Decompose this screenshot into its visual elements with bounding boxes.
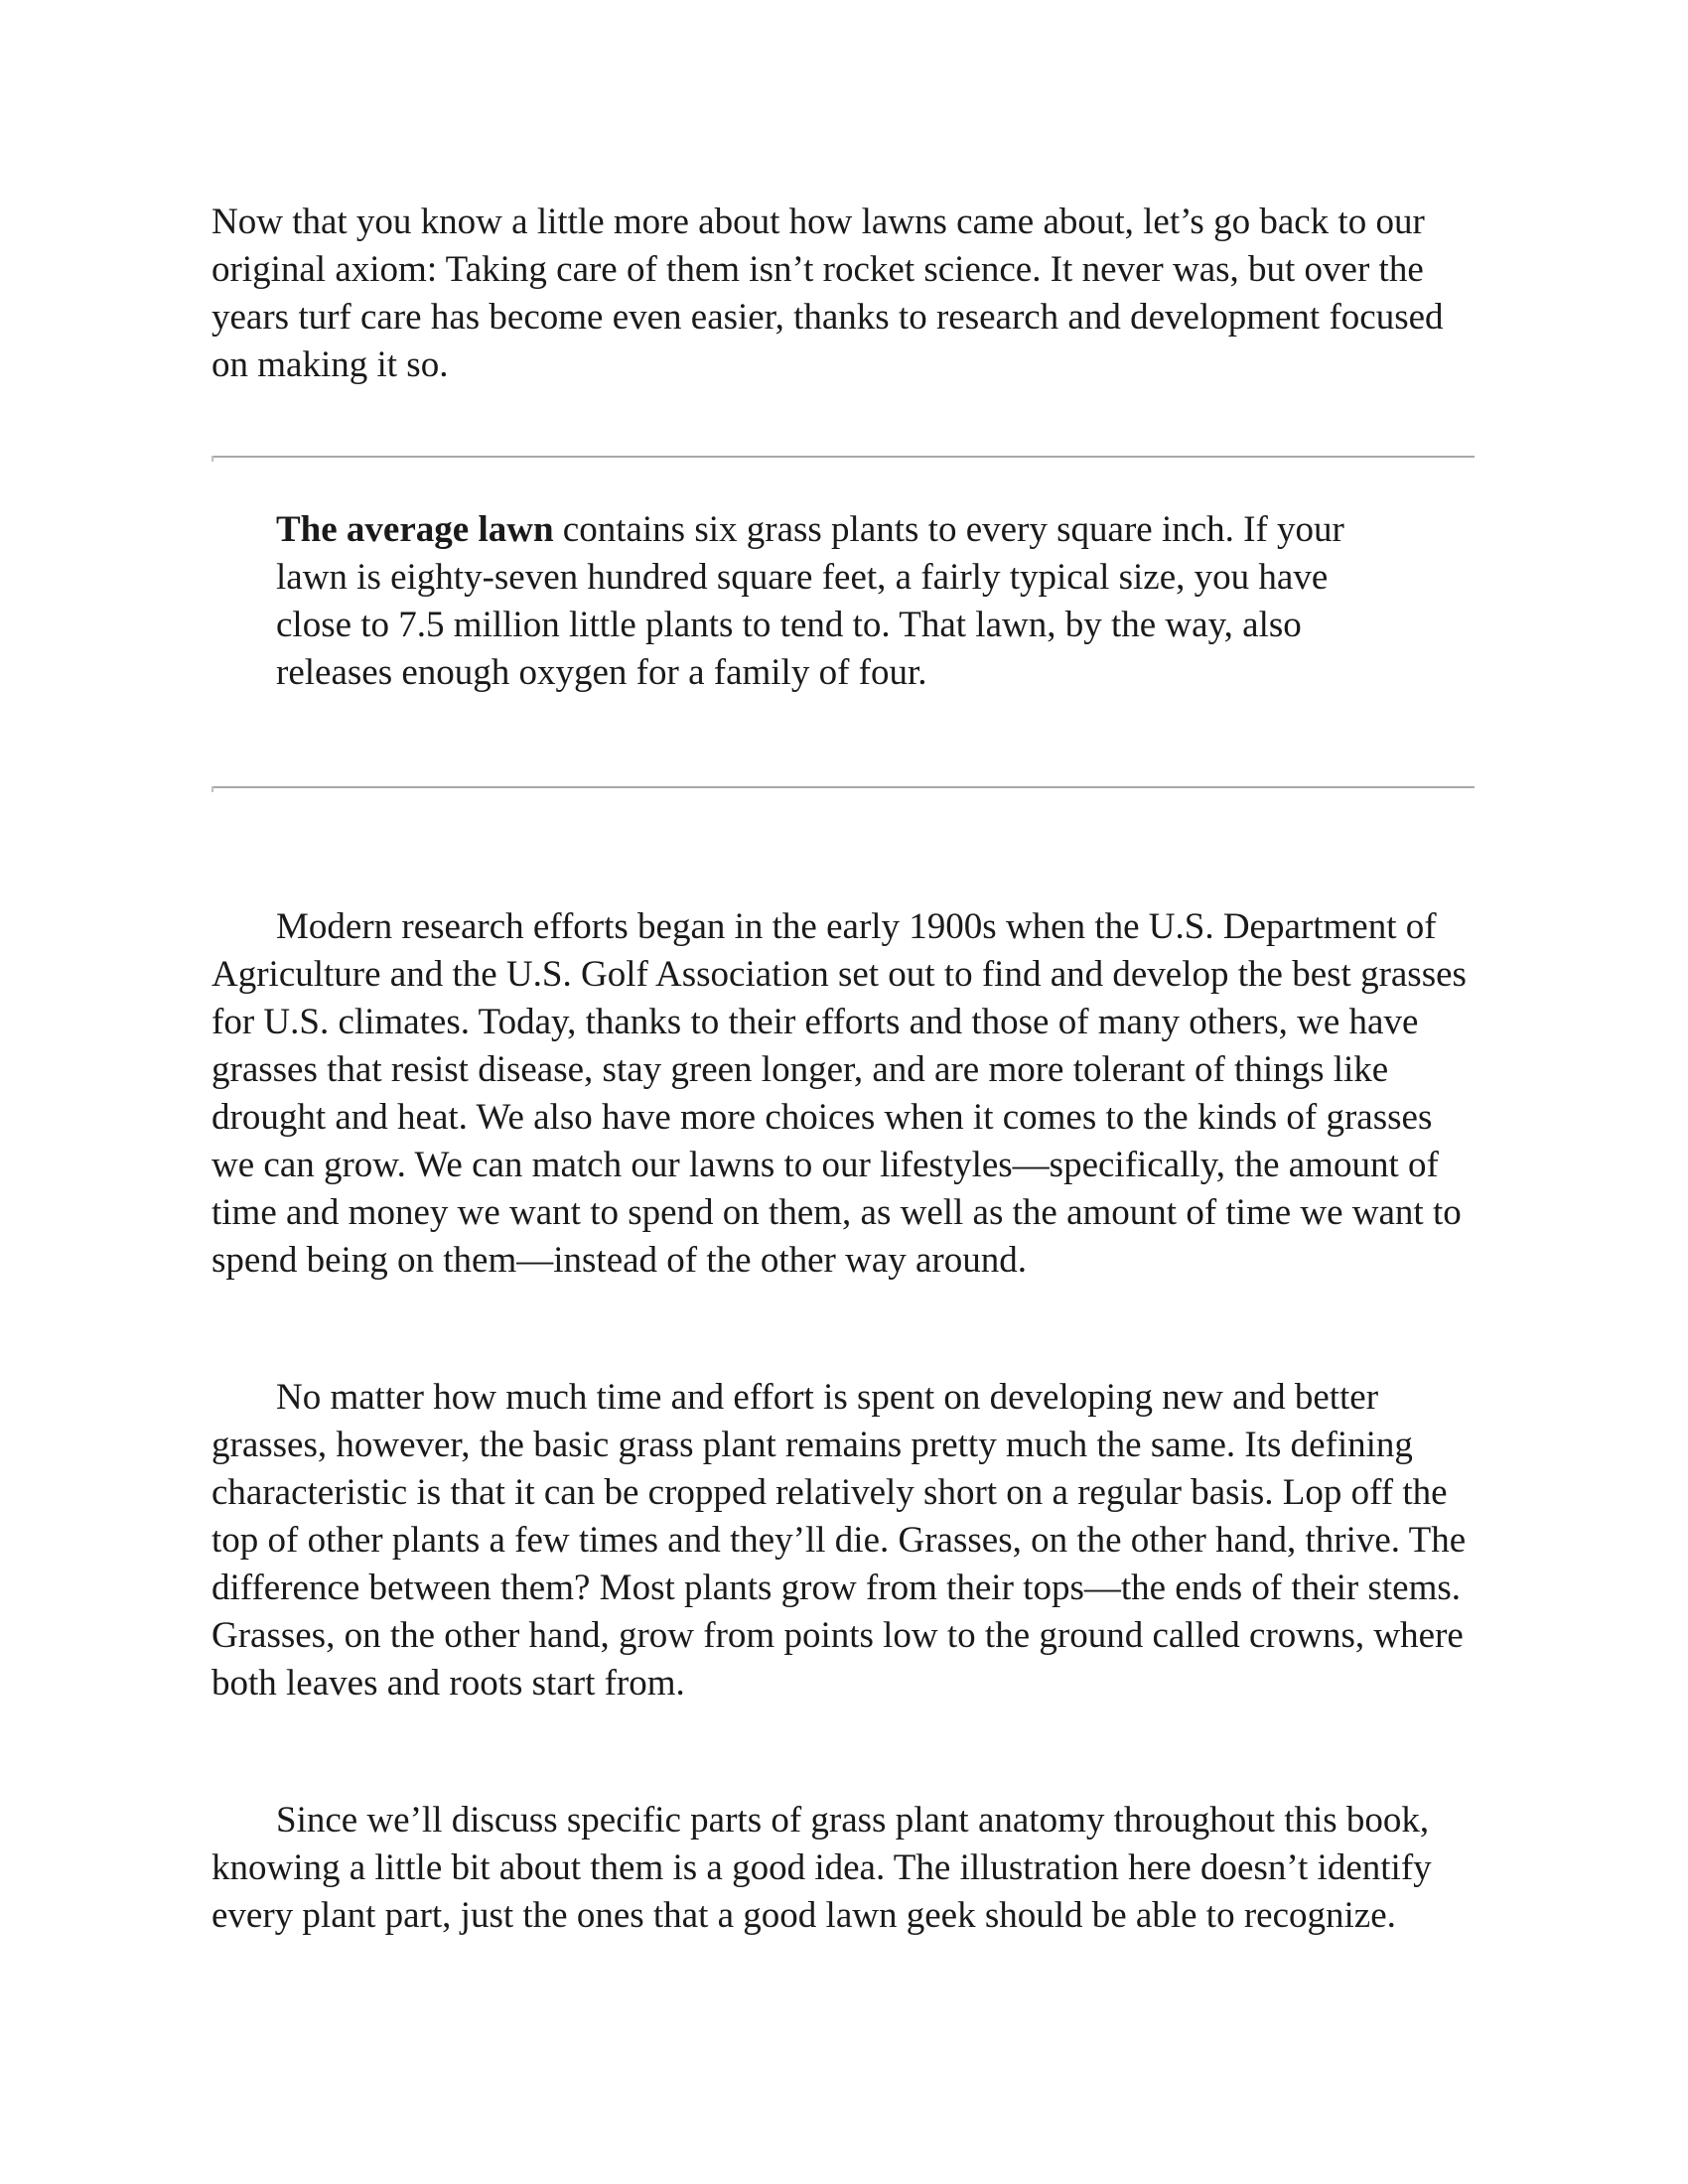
body-paragraph-research: Modern research efforts began in the early 1900s when the U.S. Department of Agriculture and the U.S. Golf Association set out to find and develop the best grasses for U.S. climates. Today, thanks to their efforts and those of many others, we have grasses that resist disease, stay green longer, and are more tolerant of things like drought and heat. We also have more choices when it comes to the kinds of grasses we can grow. We can match our lawns to our lifestyles—specifically, the amount of time and money we want to spend on them, as well as the amount of time we want to spend being on them—instead of the other way around. [211,906,1467,1281]
sidebar-note [276,506,1388,697]
sidebar-text: contains six grass plants to every square inch. If your lawn is eighty-seven hundred square feet, a fairly typical size, you have close to 7.5 million little plants to tend to. That lawn, by the way, also releases enough oxygen for a family of four. [276,509,1344,693]
sidebar-bottom-rule [211,786,1475,788]
sidebar-top-rule [211,456,1475,458]
sidebar-lead: The average lawn [276,509,554,550]
body-paragraph-grass-growth: No matter how much time and effort is spent on developing new and better grasses, however, the basic grass plant remains pretty much the same. Its defining characteristic is that it can be cropped relatively short on a regular basis. Lop off the top of other plants a few times and they’ll die. Grasses, on the other hand, thrive. The difference between them? Most plants grow from their tops—the ends of their stems. Grasses, on the other hand, grow from points low to the ground called crowns, where both leaves and roots start from. [211,1377,1467,1704]
intro-paragraph: Now that you know a little more about how lawns came about, let’s go back to our original axiom: Taking care of them isn’t rocket science. It never was, but over the years turf care has become even easier, thanks to research and development focused on making it so. [211,202,1444,385]
body-paragraph-anatomy: Since we’ll discuss specific parts of grass plant anatomy throughout this book, knowing a little bit about them is a good idea. The illustration here doesn’t identify every plant part, just the ones that a good lawn geek should be able to recognize. [211,1800,1432,1936]
